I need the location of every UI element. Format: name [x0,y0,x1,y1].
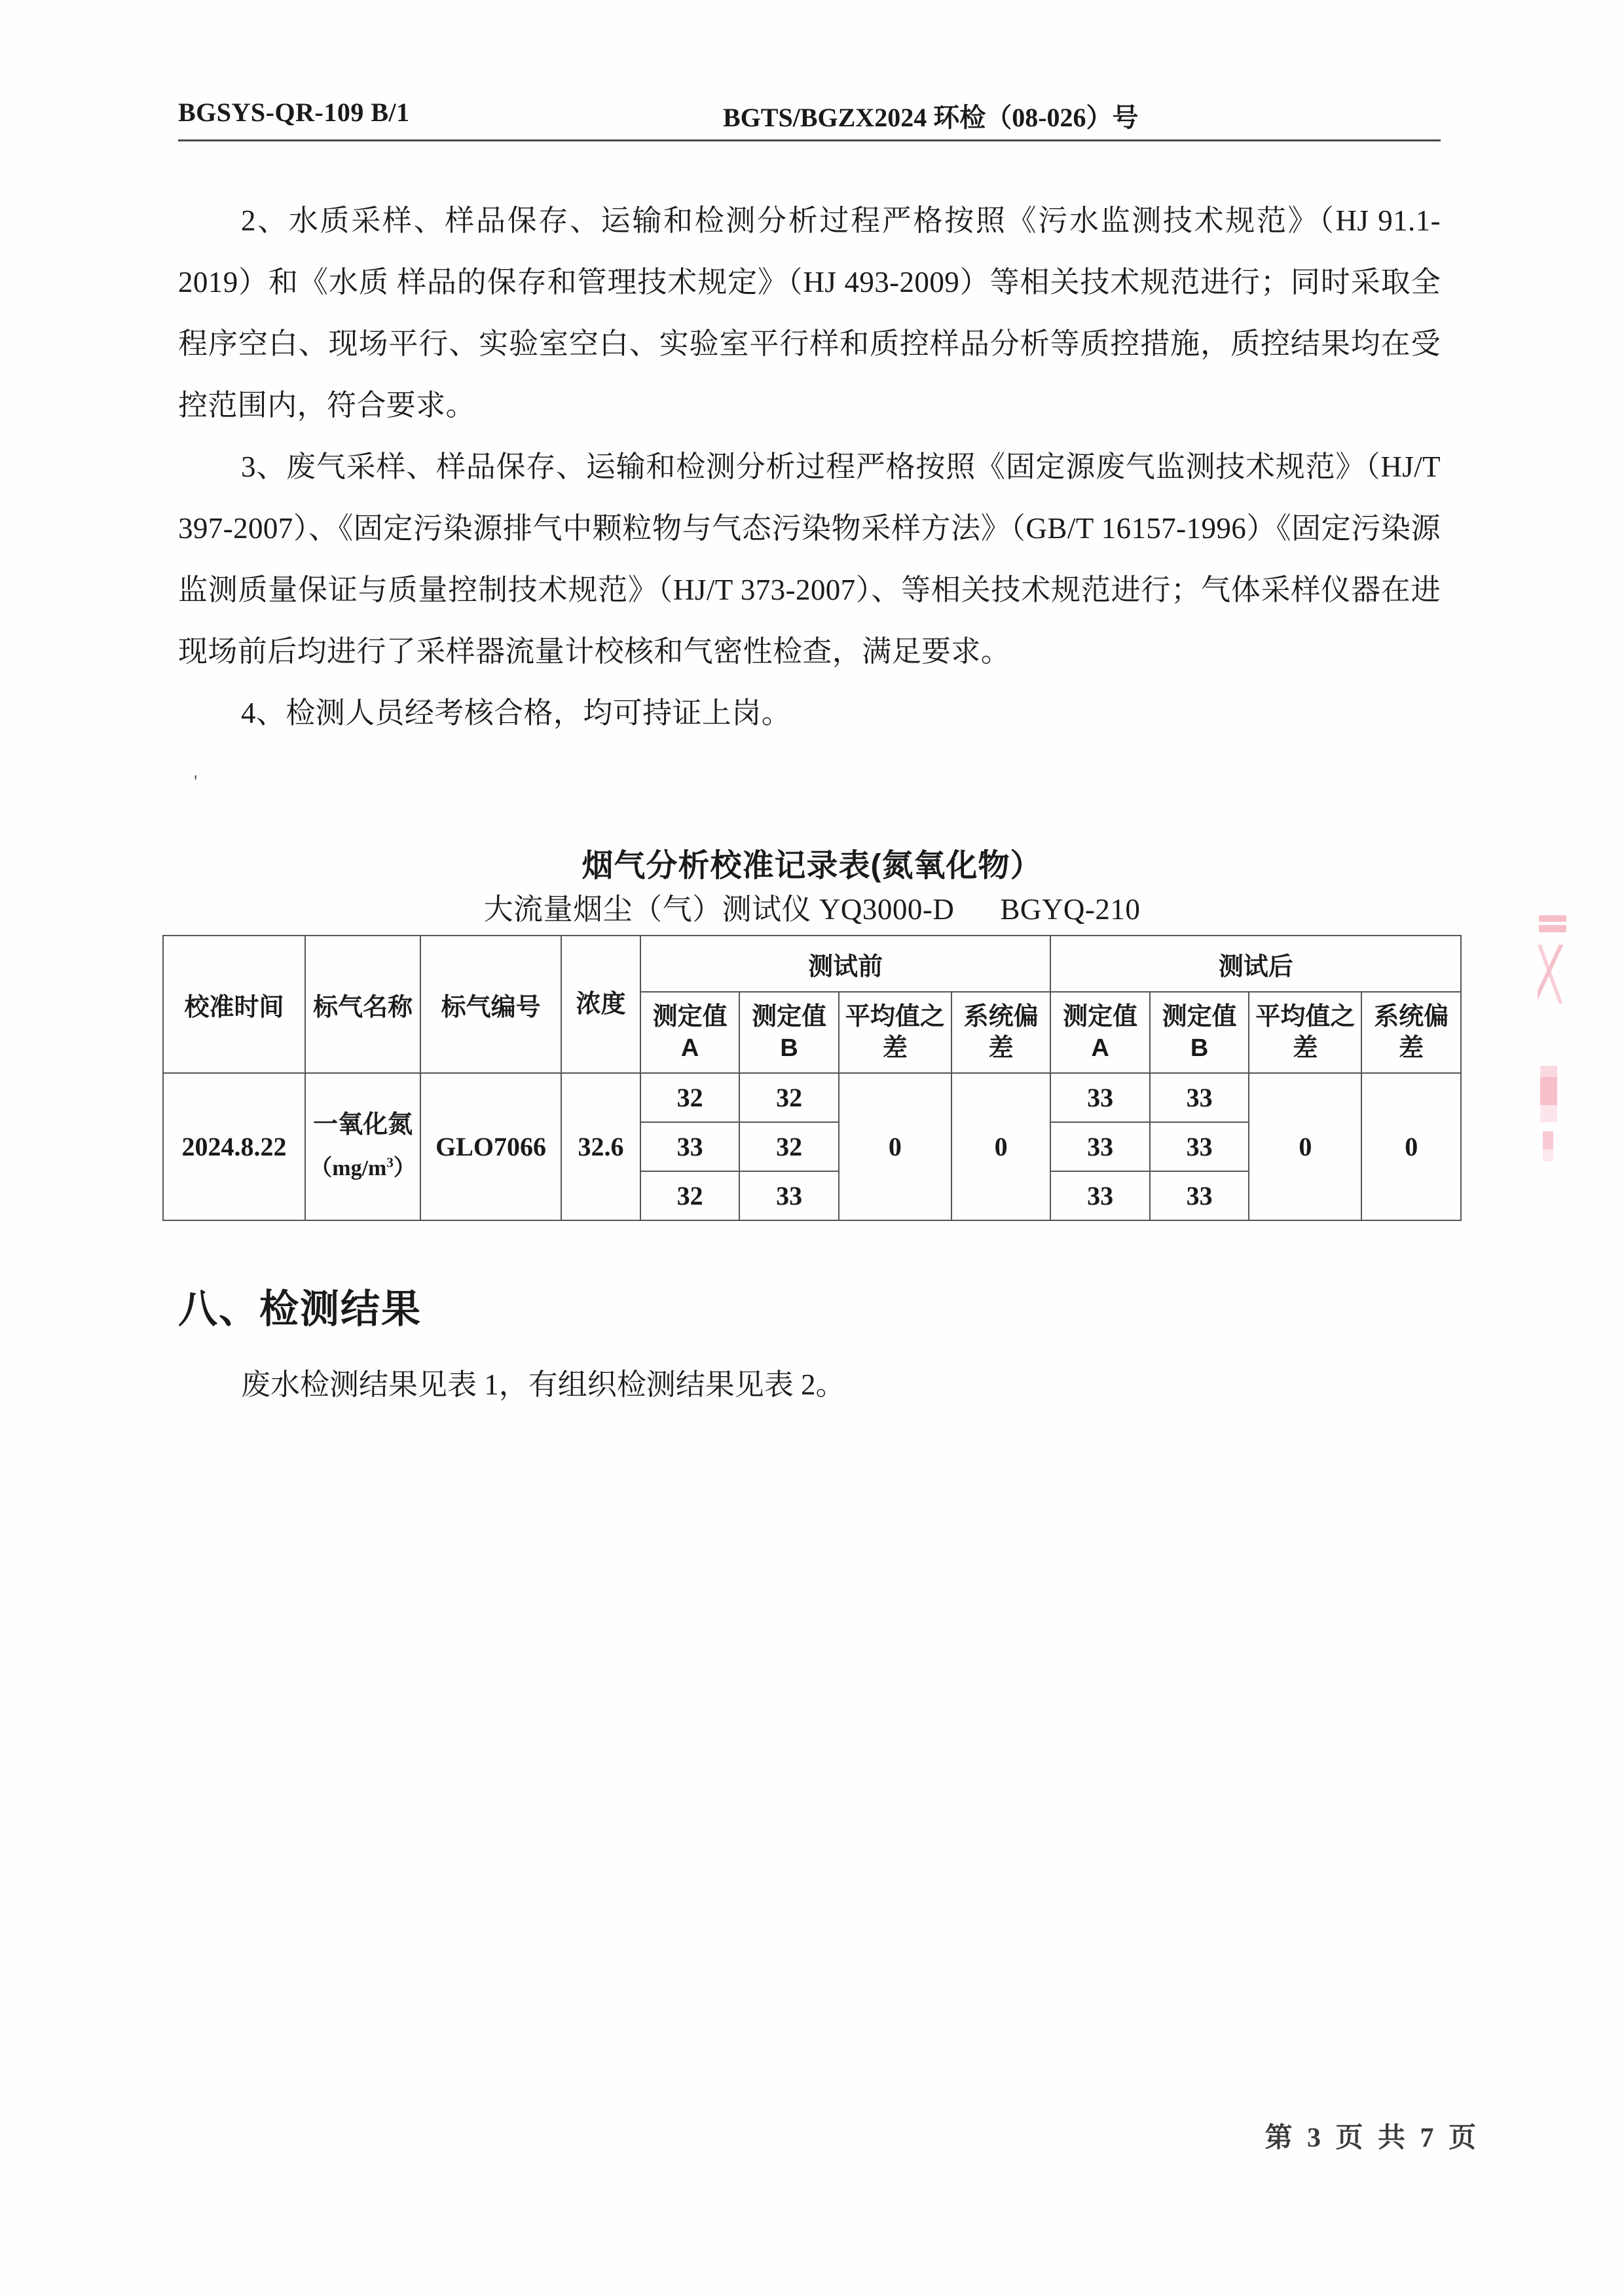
after-value-b-3: 33 [1186,1181,1213,1211]
red-seal-fragment-icon [1538,945,1564,1004]
table-header-row-1 [163,936,1461,992]
col-header-concentration: 浓度 [561,936,640,1073]
group-header-before-test: 测试前 [640,936,1051,992]
col-header-after-system-dev: 系统偏差 [1361,992,1461,1073]
col-header-after-value-a: 测定值 A [1050,992,1150,1073]
section-results-text: 废水检测结果见表 1，有组织检测结果见表 2。 [241,1368,845,1401]
before-value-a-3: 32 [676,1181,703,1211]
calibration-table [162,935,1462,1221]
cell-after-value-a [1050,1073,1150,1220]
calibration-instrument-line [0,885,1624,928]
after-value-b-1: 33 [1151,1074,1249,1122]
after-value-a-3: 33 [1087,1181,1114,1211]
before-value-b-3: 33 [776,1181,803,1211]
instrument-code: BGYQ-210 [1000,893,1141,926]
gas-name-label: 一氧化氮 [313,1110,413,1139]
after-value-a-stack [1051,1074,1149,1220]
col-header-before-system-dev: 系统偏差 [951,992,1051,1073]
cell-concentration: 32.6 [561,1073,640,1220]
before-value-a-stack [641,1074,739,1220]
cell-gas-code: GLO7066 [420,1073,561,1220]
red-seal-fragment-icon [1540,1066,1557,1122]
paragraph-item-2: 2、水质采样、样品保存、运输和检测分析过程严格按照《污水监测技术规范》（HJ 91.1-2019）和《水质 样品的保存和管理技术规定》（HJ 493-2009）等相关技术规范进行；同时采取全程序空白、现场平行、实验室空白、实验室平行样和质控样品分析等质控措施，质控结果均在受控范围内，符合要求。 [178,204,1441,422]
col-header-after-value-b: 测定值 B [1150,992,1249,1073]
col-header-after-mean-diff: 平均值之差 [1249,992,1361,1073]
header-report-number: BGTS/BGZX2024 环检（08-026）号 [723,103,1139,132]
col-header-time: 校准时间 [163,936,305,1073]
after-value-b-stack [1151,1074,1249,1220]
col-header-before-mean-diff: 平均值之差 [839,992,951,1073]
cell-after-system-dev: 0 [1361,1073,1461,1220]
gas-unit [310,1156,416,1180]
header-divider [178,139,1441,141]
cell-gas-name [305,1073,420,1220]
cell-before-value-a [640,1073,740,1220]
instrument-name: 大流量烟尘（气）测试仪 YQ3000-D [483,893,955,926]
cell-before-value-b [739,1073,839,1220]
paragraph-item-3: 3、废气采样、样品保存、运输和检测分析过程严格按照《固定源废气监测技术规范》（HJ/T 397-2007）、《固定污染源排气中颗粒物与气态污染物采样方法》（GB/T 16157-1996）《固定污染源监测质量保证与质量控制技术规范》（HJ/T 373-2007）、等相关技术规范进行；气体采样仪器在进现场前后均进行了采样器流量计校核和气密性检查，满足要求。 [178,450,1441,668]
cell-after-mean-diff: 0 [1249,1073,1361,1220]
gas-unit-exponent: 3 [386,1154,394,1171]
before-value-b-1: 32 [740,1074,838,1122]
cell-before-system-dev: 0 [951,1073,1051,1220]
stray-ink-mark: ' [194,771,198,793]
col-header-before-value-b: 测定值 B [739,992,839,1073]
paragraph-item-4: 4、检测人员经考核合格，均可持证上岗。 [241,697,792,729]
col-header-before-value-a: 测定值 A [640,992,740,1073]
gas-unit-open: （mg/m [310,1156,387,1181]
section-heading-results: 八、检测结果 [178,1287,422,1331]
header-form-code: BGSYS-QR-109 B/1 [178,98,410,127]
after-value-a-1: 33 [1051,1074,1149,1122]
col-header-gas-code: 标气编号 [420,936,561,1073]
calibration-table-title: 烟气分析校准记录表(氮氧化物） [581,848,1043,883]
after-value-b-2: 33 [1151,1122,1249,1171]
cell-after-value-b [1150,1073,1249,1220]
before-value-b-stack [740,1074,838,1220]
cell-calibration-time: 2024.8.22 [163,1073,305,1220]
table-row [163,1073,1461,1220]
before-value-b-2: 32 [740,1122,838,1171]
page-footer: 第 3 页 共 7 页 [1264,2123,1480,2153]
col-header-gas-name: 标气名称 [305,936,420,1073]
group-header-after-test: 测试后 [1050,936,1461,992]
before-value-a-1: 32 [641,1074,739,1122]
gas-name-text [306,1106,420,1188]
cell-before-mean-diff: 0 [839,1073,951,1220]
gas-unit-close: ） [393,1156,416,1181]
red-seal-fragment-icon [1543,1131,1553,1161]
body-text-block [178,190,1441,744]
after-value-a-2: 33 [1051,1122,1149,1171]
before-value-a-2: 33 [641,1122,739,1171]
page-header [178,97,1442,144]
